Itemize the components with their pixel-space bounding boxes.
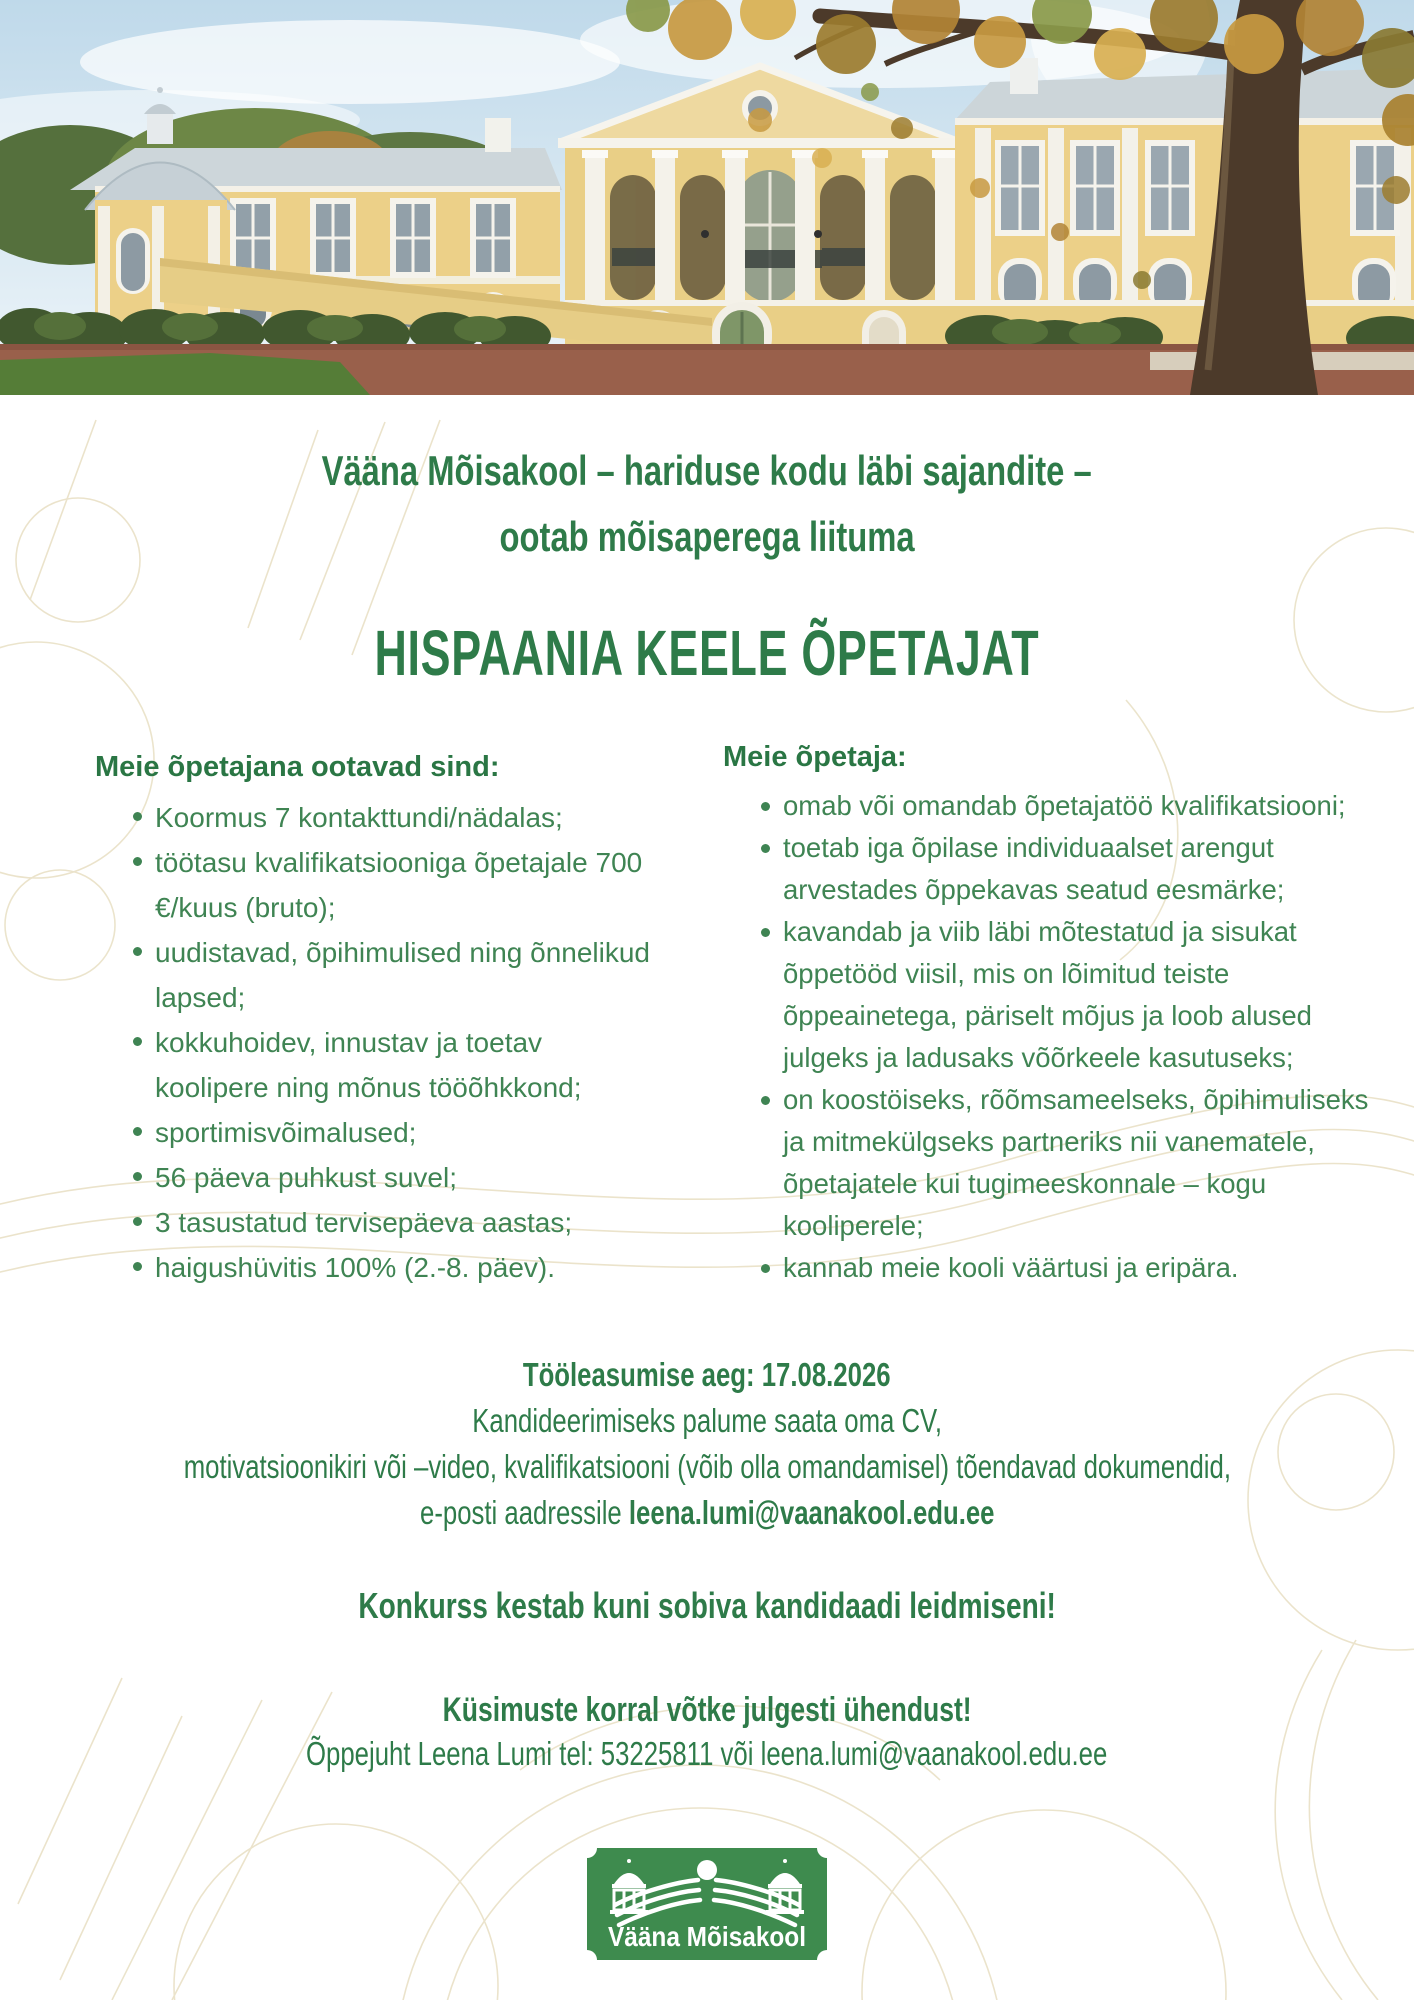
page-title: HISPAANIA KEELE ÕPETAJAT — [374, 617, 1040, 689]
list-item: kokkuhoidev, innustav ja toetav koolipere ning mõnus tööõhkkond; — [129, 1020, 650, 1110]
apply-line-2: motivatsioonikiri või –video, kvalifikatsiooni (võib olla omandamisel) tõendavad dokumendid, — [183, 1448, 1231, 1485]
list-item: Koormus 7 kontakttundi/nädalas; — [129, 795, 650, 840]
list-item: 56 päeva puhkust suvel; — [129, 1155, 650, 1200]
list-item: kannab meie kooli väärtusi ja eripära. — [757, 1247, 1373, 1289]
list-item: toetab iga õpilase individuaalset arengut arvestades õppekavas seatud eesmärke; — [757, 827, 1373, 911]
list-item: on koostöiseks, rõõmsameelseks, õpihimuliseks ja mitmekülgseks partneriks nii vanematele, õpetajatele kui tugimeeskonnale – kogu kooliperele; — [757, 1079, 1373, 1247]
benefits-column — [95, 745, 650, 1290]
apply-line-1: Kandideerimiseks palume saata oma CV, — [472, 1402, 942, 1439]
list-item: uudistavad, õpihimulised ning õnnelikud lapsed; — [129, 930, 650, 1020]
list-item: omab või omandab õpetajatöö kvalifikatsiooni; — [757, 785, 1373, 827]
logo-text: Vääna Mõisakool — [608, 1921, 806, 1952]
contact-line: Õppejuht Leena Lumi tel: 53225811 või leena.lumi@vaanakool.edu.ee — [306, 1735, 1108, 1772]
requirements-column — [723, 735, 1373, 1290]
school-logo — [587, 1848, 827, 1960]
intro-heading — [0, 438, 1414, 570]
contact-header: Küsimuste korral võtke julgesti ühendust! — [442, 1691, 972, 1729]
columns — [95, 735, 1373, 1290]
requirements-list — [723, 785, 1373, 1289]
requirements-header: Meie õpetaja: — [723, 741, 907, 773]
list-item: kavandab ja viib läbi mõtestatud ja sisukat õppetööd viisil, mis on lõimitud teiste õppeainetega, päriselt mõjus ja loob alused julgeks ja ladusaks võõrkeele kasutuseks; — [757, 911, 1373, 1079]
list-item: 3 tasustatud tervisepäeva aastas; — [129, 1200, 650, 1245]
intro-line1: Vääna Mõisakool – hariduse kodu läbi sajandite – — [321, 447, 1093, 494]
competition-notice: Konkurss kestab kuni sobiva kandidaadi leidmiseni! — [358, 1585, 1056, 1626]
apply-line-3 — [420, 1490, 994, 1536]
list-item: sportimisvõimalused; — [129, 1110, 650, 1155]
application-info — [0, 1352, 1414, 1536]
list-item: haigushüvitis 100% (2.-8. päev). — [129, 1245, 650, 1290]
list-item: töötasu kvalifikatsiooniga õpetajale 700 €/kuus (bruto); — [129, 840, 650, 930]
hero-photo — [0, 0, 1414, 395]
benefits-list — [95, 795, 650, 1290]
application-email: leena.lumi@vaanakool.edu.ee — [628, 1494, 995, 1531]
email-prefix: e-posti aadressile — [419, 1494, 629, 1531]
benefits-header: Meie õpetajana ootavad sind: — [95, 751, 500, 783]
intro-line2: ootab mõisaperega liituma — [499, 513, 915, 560]
start-date-line: Tööleasumise aeg: 17.08.2026 — [523, 1356, 891, 1393]
center-dome-icon — [697, 1860, 717, 1880]
